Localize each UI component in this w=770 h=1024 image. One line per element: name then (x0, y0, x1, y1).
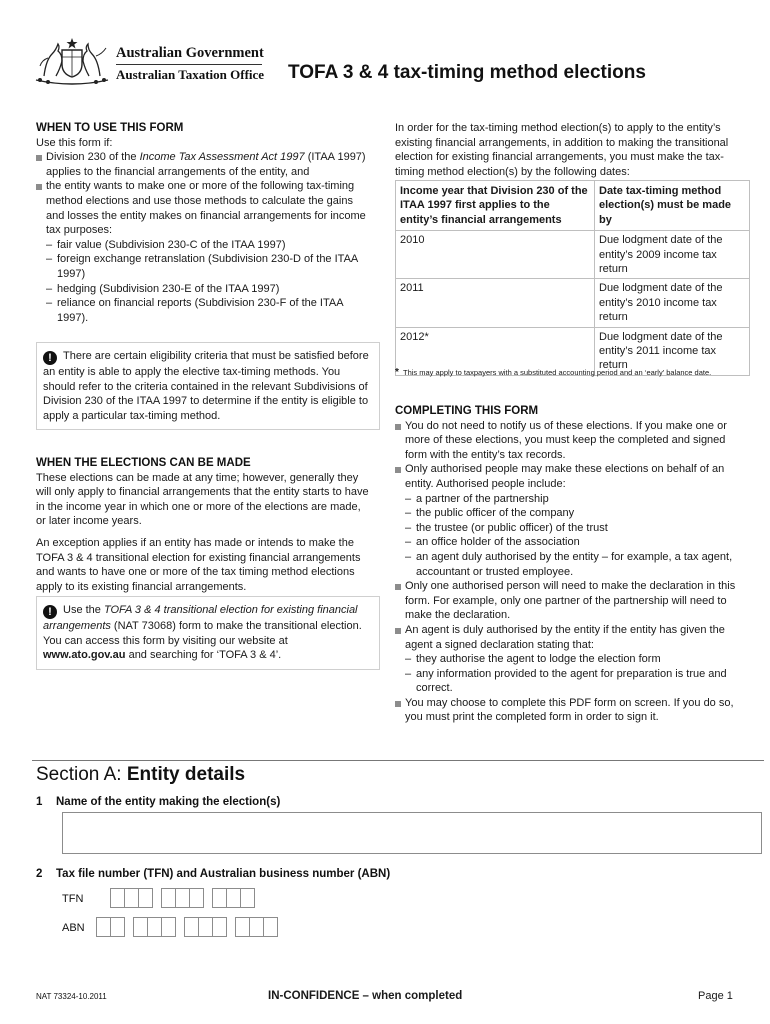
section-a-title (36, 764, 245, 786)
bullet-text: Division 230 of the (46, 151, 140, 164)
when-elections-section (36, 456, 372, 594)
office-name: Australian Taxation Office (116, 67, 265, 82)
section-name: Entity details (126, 764, 246, 785)
abn-digit-box[interactable] (147, 917, 162, 937)
table-row (396, 231, 750, 279)
section-divider (32, 760, 764, 761)
when-to-use-heading: WHEN TO USE THIS FORM (36, 122, 184, 134)
form-name: TOFA 3 & 4 transitional election for existing financial arrangements (43, 604, 358, 632)
tfn-label: TFN (62, 893, 84, 905)
footnote-text: This may apply to taxpayers with a substituted accounting period and an ‘early’ balance date. (403, 368, 712, 377)
completing-heading: COMPLETING THIS FORM (395, 405, 539, 417)
column-header: Date tax-timing method election(s) must be made by (595, 181, 750, 231)
due-cell: Due lodgment date of the entity’s 2010 income tax return (595, 279, 750, 327)
bullet-text: Only authorised people may make these elections on behalf of an entity. Authorised people include: (405, 463, 725, 490)
entity-name-input[interactable] (62, 812, 762, 854)
due-cell: Due lodgment date of the entity’s 2011 income tax return (595, 327, 750, 375)
question-label: Name of the entity making the election(s) (56, 796, 281, 808)
when-to-use-intro: Use this form if: (36, 136, 113, 149)
ato-website-link[interactable]: www.ato.gov.au (43, 649, 126, 662)
table-footnote (395, 368, 740, 378)
question-number: 2 (36, 868, 43, 880)
tfn-digit-box[interactable] (175, 888, 190, 908)
page-number: Page 1 (698, 990, 733, 1002)
list-item (395, 462, 740, 579)
abn-digit-box[interactable] (184, 917, 199, 937)
question-label: Tax file number (TFN) and Australian business number (ABN) (56, 868, 391, 880)
exclamation-icon: ! (43, 351, 57, 365)
government-name: Australian Government (116, 45, 264, 61)
callout-text: (NAT 73068) form to make the transitional election. You can access this form by visiting our website at (43, 620, 362, 647)
year-cell: 2012* (396, 327, 595, 375)
list-item: – the public officer of the company (405, 506, 740, 521)
section-label: Section A: (36, 764, 127, 785)
when-elections-para1: These elections can be made at any time; however, generally they will only apply to financial arrangements that the entity starts to have in the income year in which one or more of the elections are made, or later income years. (36, 471, 369, 528)
abn-digit-box[interactable] (249, 917, 264, 937)
list-item: – hedging (Subdivision 230-E of the ITAA 1997) (46, 282, 372, 297)
abn-digit-box[interactable] (133, 917, 148, 937)
abn-digit-box[interactable] (110, 917, 125, 937)
exclamation-icon: ! (43, 605, 57, 619)
list-item: – fair value (Subdivision 230-C of the ITAA 1997) (46, 238, 372, 253)
list-item: You may choose to complete this PDF form on screen. If you do so, you must print the completed form in order to sign it. (395, 696, 740, 725)
transitional-callout (36, 596, 380, 670)
list-item: – reliance on financial reports (Subdivision 230-F of the ITAA 1997). (46, 296, 372, 325)
eligibility-callout (36, 342, 380, 430)
tfn-digit-box[interactable] (212, 888, 227, 908)
government-branding (32, 36, 264, 86)
list-item: – an office holder of the association (405, 535, 740, 550)
due-cell: Due lodgment date of the entity’s 2009 income tax return (595, 231, 750, 279)
abn-digit-box[interactable] (212, 917, 227, 937)
agent-declaration-list (405, 652, 740, 696)
authorised-people-list (405, 492, 740, 580)
when-elections-para2: An exception applies if an entity has made or intends to make the TOFA 3 & 4 transitional election for existing financial arrangements and wants to have one or more of the tax timing method elections apply to its existing financial arrangements. (36, 536, 361, 593)
question-2 (36, 868, 390, 880)
when-to-use-list (36, 150, 372, 325)
bullet-text: An agent is duly authorised by the entity if the entity has given the agent a signed declaration stating that: (405, 623, 725, 651)
year-cell: 2011 (396, 279, 595, 327)
election-methods-list (46, 238, 372, 326)
tfn-digit-box[interactable] (226, 888, 241, 908)
bullet-text: the entity wants to make one or more of the following tax-timing method elections and use those methods to calculate the gains and losses the entity makes on financial arrangements for income tax purposes: (46, 180, 366, 237)
callout-text: Use the (63, 604, 104, 616)
list-item (36, 150, 372, 179)
list-item: – the trustee (or public officer) of the trust (405, 521, 740, 536)
coat-of-arms-icon (32, 36, 112, 86)
right-intro: In order for the tax-timing method election(s) to apply to the entity’s existing financial arrangements, in addition to making the transitional election for existing financial arrangements, you must make the tax-timing method election(s) by the following dates: (395, 122, 729, 178)
tfn-digit-box[interactable] (124, 888, 139, 908)
eligibility-text: There are certain eligibility criteria that must be satisfied before an entity is able to apply the elective tax-timing methods. You should refer to the criteria contained in the relevant Subdivisions of Division 230 of the ITAA 1997 to determine if the entity is eligible to apply a particular tax-timing method. (43, 350, 369, 422)
list-item (36, 179, 372, 325)
list-item: Only one authorised person will need to make the declaration in this form. For example, only one partner of the partnership will need to make the declaration. (395, 579, 740, 623)
table-header-row (396, 181, 750, 231)
table-row (396, 279, 750, 327)
tfn-digit-box[interactable] (189, 888, 204, 908)
abn-digit-box[interactable] (263, 917, 278, 937)
dates-table (395, 180, 750, 376)
bullet-text: (ITAA 1997) applies to the financial arrangements of the entity, and (46, 151, 366, 178)
question-1 (36, 796, 280, 808)
completing-section (395, 404, 740, 725)
abn-digit-box[interactable] (96, 917, 111, 937)
tfn-digit-box[interactable] (240, 888, 255, 908)
list-item (395, 623, 740, 696)
list-item: – foreign exchange retranslation (Subdivision 230-D of the ITAA 1997) (46, 252, 372, 281)
abn-digit-box[interactable] (161, 917, 176, 937)
year-cell: 2010 (396, 231, 595, 279)
list-item: – any information provided to the agent for preparation is true and correct. (405, 667, 740, 696)
left-column (36, 121, 372, 325)
list-item: – they authorise the agent to lodge the election form (405, 652, 740, 667)
callout-text: and searching for ‘TOFA 3 & 4’. (125, 649, 282, 662)
list-item: – a partner of the partnership (405, 492, 740, 507)
confidentiality-notice: IN-CONFIDENCE – when completed (268, 990, 463, 1002)
abn-label: ABN (62, 922, 85, 934)
tfn-digit-box[interactable] (110, 888, 125, 908)
question-number: 1 (36, 796, 43, 808)
act-name: Income Tax Assessment Act 1997 (139, 151, 305, 164)
tfn-digit-box[interactable] (161, 888, 176, 908)
dates-table-wrapper (395, 180, 750, 376)
tfn-input[interactable] (110, 888, 310, 908)
footnote-mark: * (395, 367, 399, 378)
abn-digit-box[interactable] (198, 917, 213, 937)
page-title: TOFA 3 & 4 tax-timing method elections (288, 62, 646, 83)
when-elections-heading: WHEN THE ELECTIONS CAN BE MADE (36, 457, 251, 469)
branding-divider (116, 64, 262, 65)
abn-input[interactable] (96, 917, 356, 937)
list-item: – an agent duly authorised by the entity – for example, a tax agent, accountant or trusted employee. (405, 550, 740, 579)
completing-list (395, 419, 740, 725)
tfn-digit-box[interactable] (138, 888, 153, 908)
list-item: You do not need to notify us of these elections. If you make one or more of these elections, you must keep the completed and signed form with the entity’s tax records. (395, 419, 740, 463)
nat-number: NAT 73324-10.2011 (36, 992, 107, 1001)
column-header: Income year that Division 230 of the ITAA 1997 first applies to the entity’s financial arrangements (396, 181, 595, 231)
abn-digit-box[interactable] (235, 917, 250, 937)
